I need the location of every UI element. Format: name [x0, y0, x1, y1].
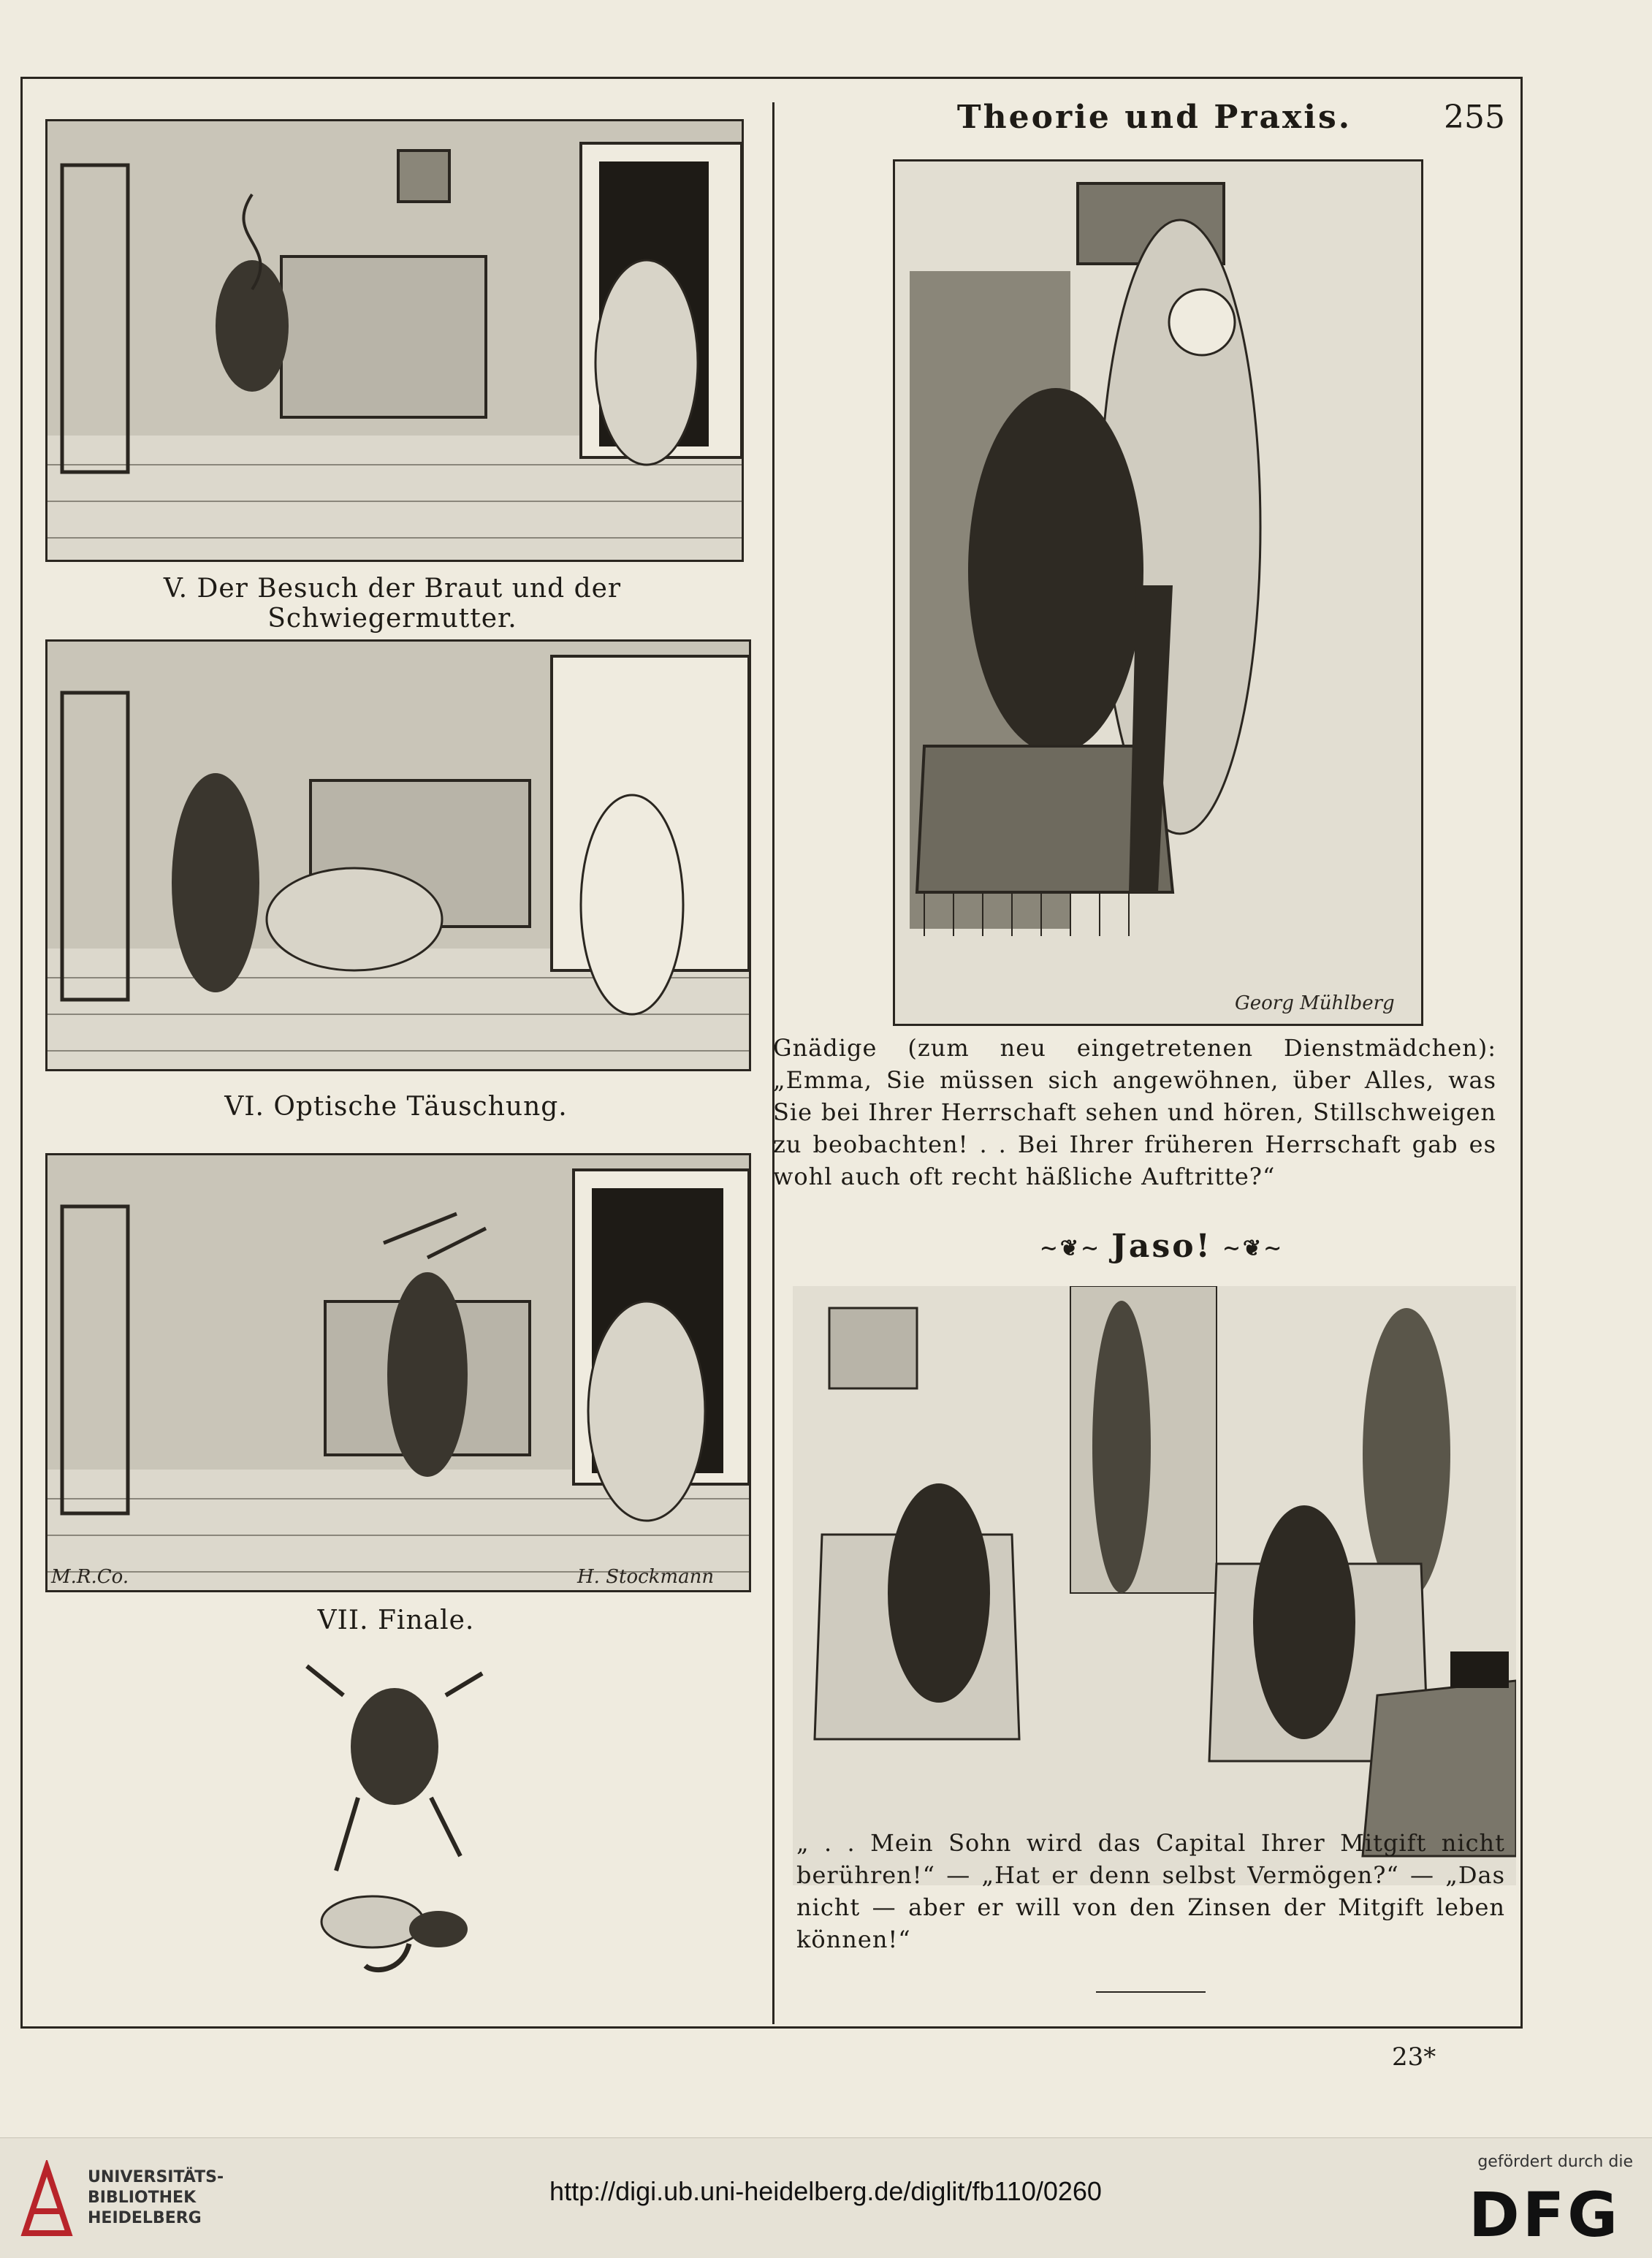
- library-logo: [18, 2160, 237, 2240]
- closing-rule: [1096, 1991, 1206, 1993]
- section-title-jaso: [1008, 1228, 1315, 1265]
- signature-mark: 23*: [1392, 2042, 1436, 2072]
- caption-panel-v: V. Der Besuch der Braut und der Schwiegermutter.: [163, 574, 622, 634]
- library-emblem-icon: [18, 2160, 76, 2240]
- library-name: [88, 2167, 224, 2229]
- illustration-mistress-maid: [893, 159, 1423, 1026]
- dialogue-capital: „ . . Mein Sohn wird das Capital Ihrer Mitgift nicht berühren!“ — „Hat er denn selbst Vermögen?“ — „Das nicht — aber er will von den Zinsen der Mitgift leben können!“: [796, 1829, 1505, 1953]
- library-name-line-2: BIBLIOTHEK: [88, 2189, 197, 2207]
- footer-bar: [0, 2137, 1652, 2258]
- illustration-capital-conversation: [793, 1286, 1516, 1885]
- library-name-line-1: UNIVERSITÄTS-: [88, 2168, 224, 2186]
- illustration-panel-vii: [45, 1153, 751, 1592]
- illustration-panel-v: [45, 119, 744, 562]
- signature-muhlberg: Georg Mühlberg: [1235, 992, 1395, 1014]
- page-number: 255: [1444, 99, 1505, 136]
- source-url[interactable]: http://digi.ub.uni-heidelberg.de/diglit/fb110/0260: [549, 2176, 1102, 2206]
- illustration-panel-vi: [45, 639, 751, 1071]
- caption-panel-vi: VI. Optische Täuschung.: [224, 1092, 568, 1122]
- signature-panel-vii-right: H. Stockmann: [577, 1566, 715, 1588]
- funder-label: gefördert durch die: [1477, 2153, 1633, 2171]
- devil-vignette: [292, 1651, 497, 1980]
- library-name-line-3: HEIDELBERG: [88, 2209, 202, 2227]
- caption-panel-vii: VII. Finale.: [317, 1605, 475, 1635]
- dfg-logo: DFG: [1469, 2179, 1621, 2251]
- section-title-text: Jaso!: [1111, 1228, 1212, 1265]
- left-flourish-icon: ∼❦∼: [1039, 1236, 1102, 1261]
- signature-panel-vii-left: M.R.Co.: [51, 1566, 129, 1588]
- right-flourish-icon: ∼❦∼: [1222, 1236, 1284, 1261]
- dialogue-emma: Gnädige (zum neu eingetretenen Dienstmädchen): „Emma, Sie müssen sich angewöhnen, über Alles, was Sie bei Ihrer Herrschaft sehen und hören, Stillschweigen zu beobachten! . . Bei Ihrer früheren Herrschaft gab es wohl auch oft recht häßliche Auftritte?“: [773, 1034, 1496, 1190]
- running-title: Theorie und Praxis.: [956, 99, 1352, 136]
